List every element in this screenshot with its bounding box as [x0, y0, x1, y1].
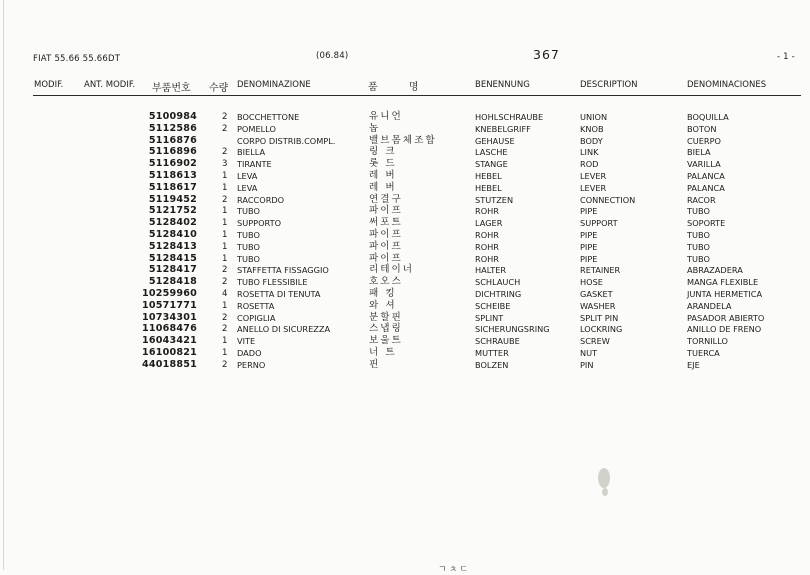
table-row [0, 217, 810, 229]
benennung-cell: STANGE [475, 159, 508, 170]
description-cell: WASHER [580, 300, 616, 311]
denominazione-cell: TUBO [237, 206, 260, 217]
table-row [0, 253, 810, 265]
table-row [0, 182, 810, 194]
description-cell: LEVER [580, 171, 607, 181]
denominacion-cell: PALANCA [687, 171, 725, 181]
column-header-quantity: 수량 [209, 83, 229, 94]
korean-name-cell: 유니언 [369, 111, 403, 122]
korean-name-cell: 파이프 [369, 240, 403, 252]
denominacion-cell: BOQUILLA [687, 112, 729, 122]
denominazione-cell: RACCORDO [237, 194, 285, 205]
benennung-cell: ROHR [475, 253, 499, 264]
part-number-cell: 16100821 [141, 347, 197, 358]
benennung-cell: SCHEIBE [475, 300, 511, 311]
quantity-cell: 2 [222, 359, 228, 370]
page-number: 367 [533, 47, 560, 62]
quantity-cell: 2 [222, 265, 228, 276]
benennung-cell: BOLZEN [475, 359, 509, 370]
quantity-cell: 2 [222, 147, 228, 158]
table-row [0, 347, 810, 359]
quantity-cell: 2 [222, 324, 228, 335]
quantity-cell: 3 [222, 159, 228, 170]
benennung-cell: ROHR [475, 241, 499, 252]
benennung-cell: ROHR [475, 206, 499, 217]
denominazione-cell: VITE [237, 336, 256, 347]
denominazione-cell: ROSETTA DI TENUTA [237, 289, 321, 299]
column-header-description: DESCRIPTION [580, 80, 638, 90]
benennung-cell: MUTTER [475, 348, 509, 358]
denominazione-cell: ROSETTA [237, 300, 275, 311]
description-cell: UNION [580, 112, 608, 122]
description-cell: PIPE [580, 253, 598, 264]
part-number-cell: 5112586 [148, 122, 197, 134]
quantity-cell: 1 [222, 171, 228, 181]
denominacion-cell: JUNTA HERMETICA [687, 289, 763, 299]
description-cell: CONNECTION [580, 194, 636, 205]
quantity-cell: 1 [222, 218, 228, 229]
table-row [0, 205, 810, 217]
model-title: FIAT 55.66 55.66DT [33, 54, 121, 64]
korean-name-cell: 패 킹 [369, 288, 397, 299]
description-cell: PIPE [580, 241, 598, 252]
description-cell: LOCKRING [580, 324, 623, 335]
description-cell: SPLIT PIN [580, 312, 619, 323]
table-row [0, 264, 810, 276]
part-number-cell: 5128413 [148, 240, 197, 252]
part-number-cell: 16043421 [141, 335, 197, 347]
part-number-cell: 5121752 [148, 205, 197, 217]
quantity-cell: 2 [222, 112, 228, 122]
quantity-cell: 1 [222, 336, 228, 347]
table-row [0, 335, 810, 347]
part-number-cell: 5118617 [148, 181, 197, 193]
denominazione-cell: TIRANTE [237, 159, 272, 170]
benennung-cell: SICHERUNGSRING [475, 324, 550, 335]
denominacion-cell: VARILLA [687, 159, 721, 170]
quantity-cell: 2 [222, 277, 228, 288]
benennung-cell: HEBEL [475, 171, 502, 181]
table-row [0, 359, 810, 371]
description-cell: LINK [580, 147, 599, 158]
part-number-cell: 10571771 [141, 299, 197, 311]
quantity-cell: 2 [222, 312, 228, 323]
description-cell: SCREW [580, 336, 610, 347]
benennung-cell: LAGER [475, 218, 503, 229]
table-row [0, 229, 810, 241]
korean-name-cell: 놉 [369, 122, 381, 134]
denominazione-cell: ANELLO DI SICUREZZA [237, 324, 331, 335]
part-number-cell: 11068476 [141, 323, 197, 335]
part-number-cell: 5116876 [148, 134, 197, 146]
korean-name-cell: 호오스 [369, 276, 403, 288]
part-number-cell: 5116902 [148, 158, 197, 170]
part-number-cell: 44018851 [141, 358, 197, 370]
part-number-cell: 5128402 [148, 217, 197, 229]
column-header-denominaciones: DENOMINACIONES [687, 80, 767, 90]
denominazione-cell: POMELLO [237, 123, 276, 134]
quantity-cell: 1 [222, 300, 228, 311]
description-cell: PIPE [580, 206, 598, 217]
benennung-cell: SPLINT [475, 312, 504, 323]
korean-name-cell: 보울트 [369, 335, 403, 347]
korean-name-cell: 롯 드 [369, 158, 397, 170]
denominazione-cell: BOCCHETTONE [237, 112, 300, 122]
table-row [0, 194, 810, 206]
table-row [0, 146, 810, 158]
benennung-cell: KNEBELGRIFF [475, 123, 531, 134]
description-cell: HOSE [580, 277, 603, 288]
denominazione-cell: DADO [237, 348, 262, 358]
denominazione-cell: TUBO [237, 241, 260, 252]
denominacion-cell: ARANDELA [687, 300, 732, 311]
column-header-ant-modif: ANT. MODIF. [84, 80, 136, 90]
part-number-cell: 5100984 [148, 111, 197, 122]
benennung-cell: DICHTRING [475, 289, 522, 299]
description-cell: RETAINER [580, 265, 621, 276]
quantity-cell: 1 [222, 241, 228, 252]
column-header-korean-name: 품 명 [368, 82, 433, 93]
description-cell: PIPE [580, 230, 598, 240]
description-cell: PIN [580, 359, 594, 370]
denominazione-cell: SUPPORTO [237, 218, 282, 229]
denominazione-cell: CORPO DISTRIB.COMPL. [237, 135, 336, 146]
denominacion-cell: PALANCA [687, 182, 725, 193]
denominazione-cell: TUBO [237, 253, 260, 264]
table-row [0, 135, 810, 147]
quantity-cell: 4 [222, 289, 228, 299]
benennung-cell: STUTZEN [475, 194, 514, 205]
korean-name-cell: 파이프 [369, 205, 403, 217]
part-number-cell: 5128418 [148, 276, 197, 288]
denominazione-cell: LEVA [237, 182, 258, 193]
quantity-cell: 2 [222, 194, 228, 205]
denominazione-cell: TUBO [237, 230, 260, 240]
table-row [0, 111, 810, 123]
denominacion-cell: ABRAZADERA [687, 265, 743, 276]
sheet-number: - 1 - [777, 52, 795, 62]
table-row [0, 323, 810, 335]
description-cell: ROD [580, 159, 599, 170]
benennung-cell: HALTER [475, 265, 507, 276]
denominacion-cell: TUBO [687, 206, 710, 217]
benennung-cell: HOHLSCHRAUBE [475, 112, 544, 122]
korean-name-cell: 파이프 [369, 252, 403, 264]
denominacion-cell: TUBO [687, 253, 710, 264]
quantity-cell: 1 [222, 348, 228, 358]
part-number-cell: 10734301 [141, 311, 197, 323]
korean-name-cell: 스냅링 [369, 323, 403, 335]
description-cell: GASKET [580, 289, 613, 299]
table-row [0, 158, 810, 170]
description-cell: KNOB [580, 123, 604, 134]
table-row [0, 300, 810, 312]
paper-smudge [598, 468, 610, 488]
description-cell: BODY [580, 135, 603, 146]
quantity-cell: 1 [222, 182, 228, 193]
part-number-cell: 5116896 [148, 146, 197, 158]
korean-name-cell: 분할핀 [369, 311, 403, 323]
description-cell: NUT [580, 348, 598, 358]
table-row [0, 288, 810, 300]
denominacion-cell: BOTON [687, 123, 717, 134]
denominacion-cell: TUERCA [687, 348, 720, 358]
benennung-cell: SCHLAUCH [475, 277, 521, 288]
footer-handwritten-mark: ㄱㅊㄷ [438, 565, 471, 575]
part-number-cell: 5128417 [148, 264, 197, 276]
edition-date: (06.84) [316, 51, 349, 61]
denominacion-cell: SOPORTE [687, 218, 726, 229]
part-number-cell: 10259960 [141, 288, 197, 299]
part-number-cell: 5128410 [148, 229, 197, 240]
korean-name-cell: 레 버 [369, 181, 397, 193]
korean-name-cell: 핀 [369, 358, 381, 370]
denominazione-cell: LEVA [237, 171, 258, 181]
part-number-cell: 5128415 [148, 252, 197, 264]
korean-name-cell: 와 셔 [369, 299, 397, 311]
quantity-cell: 1 [222, 206, 228, 217]
denominacion-cell: ANILLO DE FRENO [687, 324, 762, 335]
part-number-cell: 5118613 [148, 170, 197, 181]
column-header-part-number: 부품번호 [152, 83, 191, 94]
korean-name-cell: 파이프 [369, 229, 403, 240]
table-row [0, 312, 810, 324]
denominacion-cell: BIELA [687, 147, 711, 158]
denominacion-cell: TUBO [687, 241, 710, 252]
benennung-cell: GEHAUSE [475, 135, 515, 146]
part-number-cell: 5119452 [148, 193, 197, 205]
denominazione-cell: TUBO FLESSIBILE [237, 277, 308, 288]
paper-smudge [602, 488, 608, 496]
header-rule [33, 95, 801, 96]
quantity-cell: 1 [222, 253, 228, 264]
korean-name-cell: 리테이너 [369, 264, 415, 276]
korean-name-cell: 링 크 [369, 146, 397, 158]
denominacion-cell: CUERPO [687, 135, 721, 146]
korean-name-cell: 너 트 [369, 347, 397, 358]
quantity-cell: 2 [222, 123, 228, 134]
benennung-cell: HEBEL [475, 182, 502, 193]
denominacion-cell: EJE [687, 359, 700, 370]
description-cell: SUPPORT [580, 218, 618, 229]
korean-name-cell: 써포트 [369, 217, 403, 229]
denominazione-cell: COPIGLIA [237, 312, 276, 323]
table-row [0, 241, 810, 253]
benennung-cell: LASCHE [475, 147, 508, 158]
denominacion-cell: TUBO [687, 230, 710, 240]
quantity-cell: 1 [222, 230, 228, 240]
denominacion-cell: MANGA FLEXIBLE [687, 277, 759, 288]
korean-name-cell: 레 버 [369, 170, 397, 181]
column-header-modif: MODIF. [34, 80, 64, 90]
korean-name-cell: 연결구 [369, 193, 403, 205]
denominazione-cell: BIELLA [237, 147, 266, 158]
table-row [0, 170, 810, 182]
denominazione-cell: STAFFETTA FISSAGGIO [237, 265, 329, 276]
description-cell: LEVER [580, 182, 607, 193]
denominazione-cell: PERNO [237, 359, 266, 370]
denominacion-cell: TORNILLO [687, 336, 728, 347]
table-row [0, 276, 810, 288]
column-header-benennung: BENENNUNG [475, 80, 530, 90]
denominacion-cell: RACOR [687, 194, 716, 205]
benennung-cell: SCHRAUBE [475, 336, 520, 347]
denominacion-cell: PASADOR ABIERTO [687, 312, 765, 323]
column-header-denominazione: DENOMINAZIONE [237, 80, 311, 90]
table-row [0, 123, 810, 135]
korean-name-cell: 밸브몸체조합 [369, 134, 437, 146]
benennung-cell: ROHR [475, 230, 499, 240]
